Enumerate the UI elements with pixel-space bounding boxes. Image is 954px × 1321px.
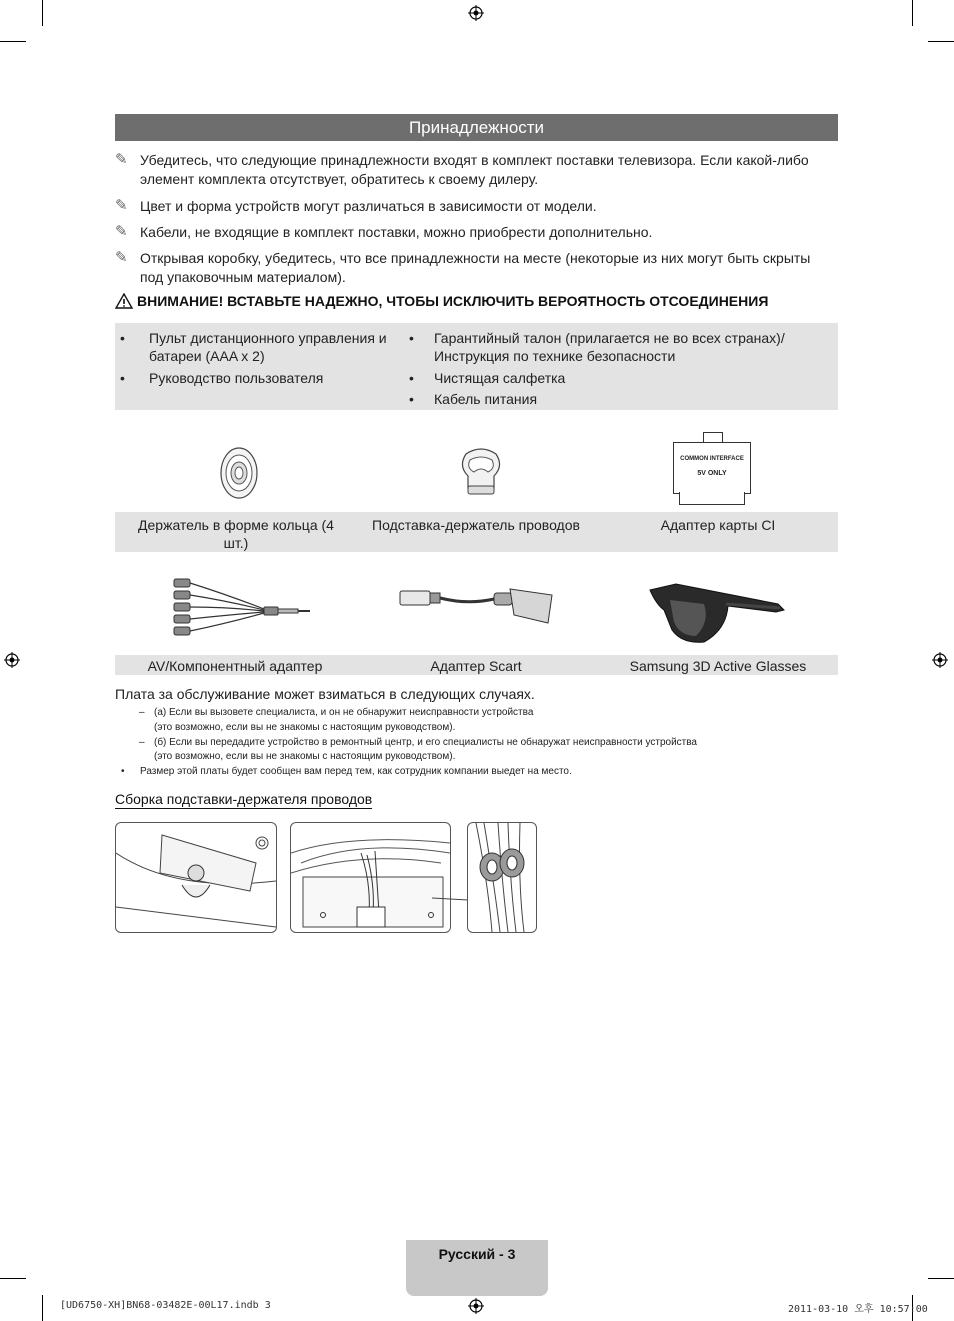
list-item: • Чистящая салфетка xyxy=(409,370,566,386)
pencil-note-icon: ✎ xyxy=(115,223,128,240)
note-item: ✎ Кабели, не входящие в комплект поставки, можно приобрести дополнительно. xyxy=(115,223,653,240)
ci-card-label: COMMON INTERFACE xyxy=(680,456,744,462)
service-fee-intro: Плата за обслуживание может взиматься в следующих случаях. xyxy=(115,686,535,702)
tv-back-stand-icon xyxy=(116,823,276,932)
list-item: • Руководство пользователя xyxy=(120,370,324,386)
item-caption: Держатель в форме кольца (4 шт.) xyxy=(138,517,334,551)
note-item: ✎ Убедитесь, что следующие принадлежности входят в комплект поставки телевизора. Если какой-либо элемент комплекта отсутствует, обратитесь к своему дилеру. xyxy=(115,151,809,187)
crop-mark xyxy=(928,41,954,42)
note-item: ✎ Открывая коробку, убедитесь, что все принадлежности на месте (некоторые из них могут быть скрыты под упаковочным материалом). xyxy=(115,249,811,285)
registration-mark-icon xyxy=(4,652,20,668)
ci-card-adapter-icon xyxy=(673,432,751,506)
section-title: Принадлежности xyxy=(115,114,838,141)
item-caption: AV/Компонентный адаптер xyxy=(147,658,323,674)
dash: – xyxy=(139,707,145,718)
service-fee-note: Размер этой платы будет сообщен вам перед тем, как сотрудник компании выедет на место. xyxy=(140,766,572,777)
registration-mark-icon xyxy=(468,1298,484,1314)
pencil-note-icon: ✎ xyxy=(115,197,128,214)
note-item: ✎ Цвет и форма устройств могут различаться в зависимости от модели. xyxy=(115,197,597,214)
assembly-step-2-illustration xyxy=(290,822,451,933)
warning-line xyxy=(115,293,768,309)
assembly-step-1-illustration xyxy=(115,822,277,933)
cable-clip-closeup-icon xyxy=(468,823,536,932)
dash: – xyxy=(139,737,145,748)
connector-line xyxy=(432,880,472,910)
cable-holder-stand-icon xyxy=(456,446,506,498)
item-caption: Samsung 3D Active Glasses xyxy=(629,658,807,674)
page-number: Русский - 3 xyxy=(438,1246,516,1262)
item-caption: Адаптер Scart xyxy=(430,658,522,674)
footer-file-info: [UD6750-XH]BN68-03482E-00L17.indb 3 xyxy=(60,1300,271,1311)
pencil-note-icon: ✎ xyxy=(115,151,128,168)
registration-mark-icon xyxy=(468,5,484,21)
list-item: • Гарантийный талон (прилагается не во всех странах)/ Инструкция по технике безопасности xyxy=(409,330,785,364)
item-caption: Адаптер карты CI xyxy=(660,517,776,533)
list-item: • Кабель питания xyxy=(409,391,538,407)
item-caption: Подставка-держатель проводов xyxy=(372,517,580,533)
list-item: • Пульт дистанционного управления и батареи (AAA x 2) xyxy=(120,330,387,364)
pencil-note-icon: ✎ xyxy=(115,249,128,266)
bullet: • xyxy=(121,766,125,777)
service-fee-b-note: (это возможно, если вы не знакомы с настоящим руководством). xyxy=(154,751,456,762)
registration-mark-icon xyxy=(932,652,948,668)
crop-mark xyxy=(42,0,43,26)
crop-mark xyxy=(912,0,913,26)
footer-timestamp: 2011-03-10 오후 10:57:00 xyxy=(788,1304,928,1315)
cables-bundle-icon xyxy=(291,823,450,932)
warning-text: ВНИМАНИЕ! ВСТАВЬТЕ НАДЕЖНО, ЧТОБЫ ИСКЛЮЧИТЬ ВЕРОЯТНОСТЬ ОТСОЕДИНЕНИЯ xyxy=(137,293,769,309)
scart-adapter-icon xyxy=(398,583,556,629)
ring-holder-icon xyxy=(218,446,260,500)
assembly-step-3-illustration xyxy=(467,822,537,933)
crop-mark xyxy=(42,1295,43,1321)
crop-mark xyxy=(928,1278,954,1279)
crop-mark xyxy=(0,1278,26,1279)
ci-card-voltage: 5V ONLY xyxy=(697,470,727,477)
assembly-title: Сборка подставки-держателя проводов xyxy=(115,791,373,807)
warning-triangle-icon xyxy=(115,293,133,309)
av-component-adapter-icon xyxy=(168,575,312,645)
service-fee-a: (а) Если вы вызовете специалиста, и он не обнаружит неисправности устройства xyxy=(154,707,534,718)
crop-mark xyxy=(0,41,26,42)
service-fee-b: (б) Если вы передадите устройство в ремонтный центр, и его специалисты не обнаружат неисправности устройства xyxy=(154,737,697,748)
service-fee-a-note: (это возможно, если вы не знакомы с настоящим руководством). xyxy=(154,722,456,733)
3d-glasses-icon xyxy=(648,580,788,648)
